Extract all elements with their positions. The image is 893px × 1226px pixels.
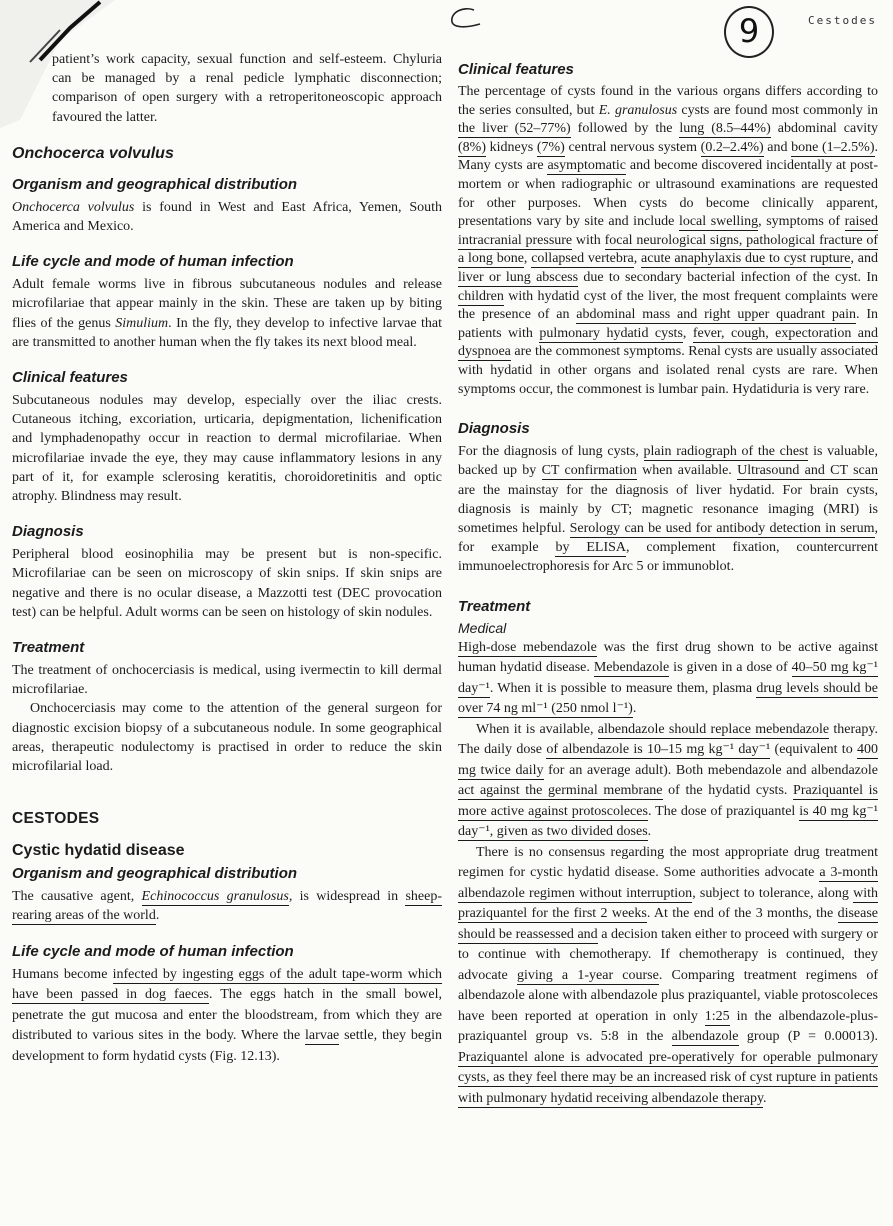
hydatid-organism-heading: Organism and geographical distribution xyxy=(12,865,298,883)
hydatid-organism-text: The causative agent, Echinococcus granulosus, is widespread in sheep-rearing areas of the world. xyxy=(12,889,443,924)
hydatid-diagnosis-text: For the diagnosis of lung cysts, plain radiograph of the chest is valuable, backed up by CT confirmation when available. Ultrasound and CT scan are the mainstay for the diagnosis of liver hydatid. For brain cysts, diagnosis is mainly by CT; magnetic resonance imaging (MRI) is sometimes helpful. Serology can be used for antibody detection in serum, for example by ELISA, complement fixation, countercurrent immunoelectrophoresis for Arc 5 or immunoblot. xyxy=(458,444,878,575)
oncho-lifecycle-heading: Life cycle and mode of human infection xyxy=(12,253,294,271)
handwritten-page-number: 9 xyxy=(724,6,774,58)
right-column xyxy=(458,60,878,1109)
running-head: Cestodes xyxy=(808,14,877,27)
medical-subheading: Medical xyxy=(458,619,507,636)
pen-scribble-mark xyxy=(446,6,486,32)
hydatid-diagnosis-heading: Diagnosis xyxy=(458,420,530,438)
hydatid-clinical-heading: Clinical features xyxy=(458,61,574,78)
oncho-lifecycle-text: Adult female worms live in fibrous subcutaneous nodules and release microfilariae that appear mainly in the skin. These are taken up by biting flies of the genus Simulium. In the fly, they develop to infective larvae that are transmitted to another human when the fly takes its next blood meal. xyxy=(12,277,442,350)
medical-text-2: When it is available, albendazole should replace mebendazole therapy. The daily dose of albendazole is 10–15 mg kg⁻¹ day⁻¹ (equivalent to 400 mg twice daily for an average adult). Both mebendazole and albendazole act against the germinal membrane of the hydatid cysts. Praziquantel is more active against protoscoleces. The dose of praziquantel is 40 mg kg⁻¹ day⁻¹, given as two divided doses. xyxy=(458,721,879,840)
oncho-treatment-text: The treatment of onchocerciasis is medical, using ivermectin to kill dermal microfilariae. xyxy=(12,663,442,698)
cestodes-heading: CESTODES xyxy=(12,810,100,828)
oncho-treatment-heading: Treatment xyxy=(12,639,85,657)
oncho-organism-heading: Organism and geographical distribution xyxy=(12,175,298,193)
hydatid-lifecycle-text: Humans become infected by ingesting eggs of the adult tape-worm which have been passed in dog faeces. The eggs hatch in the small bowel, penetrate the gut mucosa and enter the bloodstream, from which they are distributed to various sites in the body. Where the larvae settle, they begin development to form hydatid cysts (Fig. 12.13). xyxy=(12,966,443,1064)
intro-paragraph: patient’s work capacity, sexual function and self-esteem. Chyluria can be managed by a renal pedicle lymphatic disconnection; comparison of open surgery with a retroperitoneoscopic approach favoured the latter. xyxy=(52,52,442,125)
oncho-clinical-text: Subcutaneous nodules may develop, especially over the iliac crests. Cutaneous itching, excoriation, urticaria, depigmentation, lichenification and lymphadenopathy occur in reaction to dermal microfilariae. When microfilariae invade the eye, they may cause inflammatory lesions in any part of it, for example sclerosing keratitis, choroidoretinitis and optic atrophy. Blindness may result. xyxy=(12,393,442,505)
oncho-diagnosis-text: Peripheral blood eosinophilia may be present but is non-specific. Microfilariae can be seen on microscopy of skin snips. If skin snips are negative and there is no ocular disease, a Mazzotti test (DEC provocation test) can be helpful. Adult worms can be seen on histology of skin nodules. xyxy=(12,547,442,620)
left-column xyxy=(12,50,442,1067)
oncho-treatment-text-2: Onchocerciasis may come to the attention of the general surgeon for diagnostic excision biopsy of a subcutaneous nodule. In some geographical areas, therapeutic nodulectomy is practised in order to reduce the skin microfilarial load. xyxy=(12,701,442,775)
medical-text-3: There is no consensus regarding the most appropriate drug treatment regimen for cystic hydatid disease. Some authorities advocate a 3-month albendazole regimen without interruption, subject to tolerance, along with praziquantel for the first 2 weeks. At the end of the 3 months, the disease should be reassessed and a decision taken either to proceed with surgery or to continue with chemotherapy. If chemotherapy is continued, they advocate giving a 1-year course. Comparing treatment regimens of albendazole alone with albendazole plus praziquantel, viable protoscoleces have been reported at operation in only 1:25 in the albendazole-plus-praziquantel group vs. 5:8 in the albendazole group (P = 0.00013). Praziquantel alone is advocated pre-operatively for operable pulmonary cysts, as they feel there may be an increased risk of cyst rupture in patients with pulmonary hydatid receiving albendazole therapy. xyxy=(458,844,878,1106)
oncho-diagnosis-heading: Diagnosis xyxy=(12,523,84,541)
oncho-organism-text: Onchocerca volvulus is found in West and East Africa, Yemen, South America and Mexico. xyxy=(12,199,442,235)
hydatid-treatment-heading: Treatment xyxy=(458,597,531,615)
onchocerca-title: Onchocerca volvulus xyxy=(12,144,174,162)
hydatid-lifecycle-heading: Life cycle and mode of human infection xyxy=(12,942,294,960)
hydatid-clinical-text: The percentage of cysts found in the various organs differs according to the series consulted, but E. granulosus cysts are found most commonly in the liver (52–77%) followed by the lung (8.5–44%) abdominal cavity (8%) kidneys (7%) central nervous system (0.2–2.4%) and bone (1–2.5%). Many cysts are asymptomatic and become discovered incidentally at post-mortem or when radiographic or ultrasound examinations are requested for other purposes. When cysts do become clinically apparent, presentations vary by site and include local swelling, symptoms of raised intracranial pressure with focal neurological signs, pathological fracture of a long bone, collapsed vertebra, acute anaphylaxis due to cyst rupture, and liver or lung abscess due to secondary bacterial infection of the cyst. In children with hydatid cyst of the liver, the most frequent complaints were the presence of an abdominal mass and right upper quadrant pain. In patients with pulmonary hydatid cysts, fever, cough, expectoration and dyspnoea are the commonest symptoms. Renal cysts are usually associated with hydatid in other organs and isolated renal cysts are rare. When symptoms occur, the commonest is lumbar pain. Hydatiduria is very rare. xyxy=(458,84,879,397)
cystic-hydatid-title: Cystic hydatid disease xyxy=(12,842,185,860)
oncho-clinical-heading: Clinical features xyxy=(12,369,128,387)
medical-text-1: High-dose mebendazole was the first drug shown to be active against human hydatid disease. Mebendazole is given in a dose of 40–50 mg kg⁻¹ day⁻¹. When it is possible to measure them, plasma drug levels should be over 74 ng ml⁻¹ (250 nmol l⁻¹). xyxy=(458,639,878,717)
